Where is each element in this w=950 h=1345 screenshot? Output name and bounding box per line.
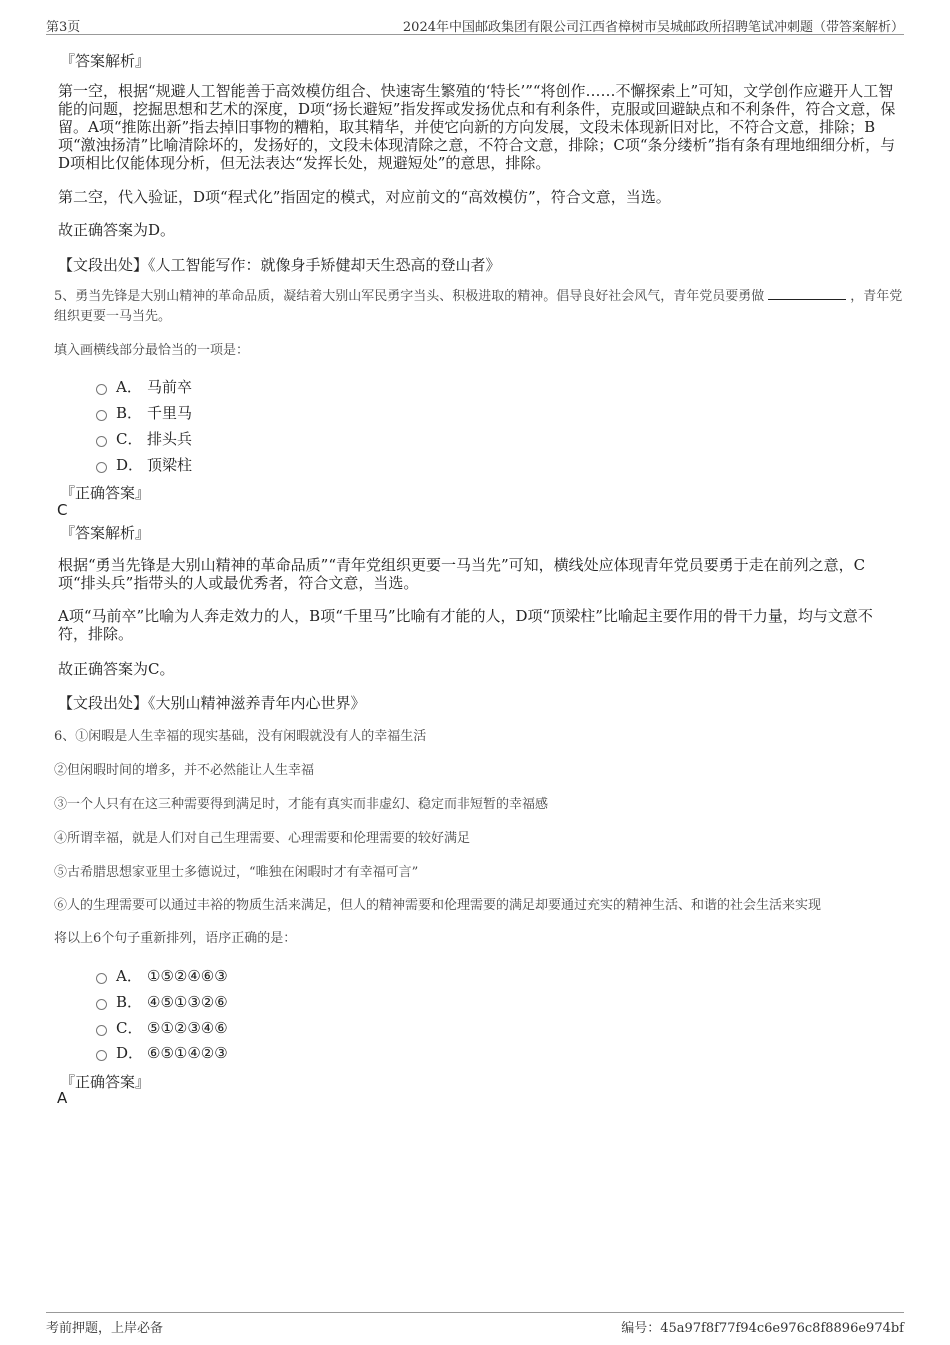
q4-analysis-p2: 第二空，代入验证，D项“程式化”指固定的模式，对应前文的“高效模仿”，符合文意，当选。 (58, 188, 671, 206)
page-footer (46, 1312, 904, 1337)
q5-option-b[interactable] (96, 402, 192, 423)
q5-blank (768, 287, 846, 300)
q4-analysis-label: 『答案解析』 (60, 52, 151, 70)
option-text: ①⑤②④⑥③ (147, 966, 228, 985)
option-text: ④⑤①③②⑥ (147, 992, 228, 1011)
q6-sentence-4: ④所谓幸福，就是人们对自己生理需要、心理需要和伦理需要的较好满足 (54, 831, 471, 846)
option-text: 千里马 (147, 404, 193, 422)
option-letter: C． (116, 430, 143, 448)
q5-prompt: 填入画横线部分最恰当的一项是： (54, 343, 250, 358)
q6-option-a[interactable] (96, 965, 228, 986)
q5-stem-before: 5、勇当先锋是大别山精神的革命品质，凝结着大别山军民勇字当头、积极进取的精神。倡导良好社会风气，青年党员要勇做 (54, 289, 765, 304)
q6-sentence-6: ⑥人的生理需要可以通过丰裕的物质生活来满足，但人的精神需要和伦理需要的满足却要通过充实的精神生活、和谐的社会生活来实现 (54, 898, 822, 913)
q5-stem (54, 287, 904, 327)
q5-analysis-p1: 根据“勇当先锋是大别山精神的革命品质”“青年党组织更要一马当先”可知，横线处应体现青年党员要勇于走在前列之意，C项“排头兵”指带头的人或最优秀者，符合文意，当选。 (58, 556, 866, 592)
radio-icon[interactable] (96, 462, 107, 473)
option-letter: D． (116, 456, 144, 474)
q6-option-b[interactable] (96, 991, 228, 1012)
q6-sentence-3: ③一个人只有在这三种需要得到满足时，才能有真实而非虚幻、稳定而非短暂的幸福感 (54, 797, 549, 812)
q5-option-a[interactable] (96, 376, 192, 397)
q5-source: 【文段出处】《大别山精神滋养青年内心世界》 (58, 694, 366, 712)
radio-icon[interactable] (96, 436, 107, 447)
q6-sentence-5: ⑤古希腊思想家亚里士多德说过，“唯独在闲暇时才有幸福可言” (54, 865, 419, 880)
document-code: 编号：45a97f8f77f94c6e976c8f8896e974bf (621, 1321, 904, 1336)
option-letter: C． (116, 1019, 143, 1037)
q5-analysis-p2: A项“马前卒”比喻为人奔走效力的人，B项“千里马”比喻有才能的人，D项“顶梁柱”比喻起主要作用的骨干力量，均与文意不符，排除。 (58, 607, 873, 643)
option-text: ⑤①②③④⑥ (147, 1018, 228, 1037)
q6-option-c[interactable] (96, 1017, 228, 1038)
option-letter: A． (116, 967, 142, 985)
option-letter: B． (116, 404, 143, 422)
q5-option-d[interactable] (96, 454, 192, 475)
q5-option-c[interactable] (96, 428, 192, 449)
option-letter: D． (116, 1044, 144, 1062)
document-title: 2024年中国邮政集团有限公司江西省樟树市吴城邮政所招聘笔试冲刺题（带答案解析） (402, 20, 904, 35)
q5-stem-after: ，青年党组织更要一马当先。 (54, 289, 903, 324)
radio-icon[interactable] (96, 1050, 107, 1061)
radio-icon[interactable] (96, 384, 107, 395)
q5-analysis-p3: 故正确答案为C。 (58, 660, 175, 678)
radio-icon[interactable] (96, 973, 107, 984)
q6-answer-label: 『正确答案』 (60, 1073, 151, 1091)
q6-sentence-1: 6、①闲暇是人生幸福的现实基础，没有闲暇就没有人的幸福生活 (54, 729, 427, 744)
q6-sentence-2: ②但闲暇时间的增多，并不必然能让人生幸福 (54, 763, 315, 778)
q6-prompt: 将以上6个句子重新排列，语序正确的是： (54, 931, 297, 946)
option-letter: B． (116, 993, 143, 1011)
q6-answer: A (57, 1089, 68, 1107)
option-text: 马前卒 (147, 378, 193, 396)
option-text: ⑥⑤①④②③ (147, 1043, 228, 1062)
page-number: 第3页 (46, 20, 81, 35)
page-header (46, 14, 904, 35)
q4-analysis-p3: 故正确答案为D。 (58, 221, 176, 239)
q4-analysis-p1: 第一空，根据“规避人工智能善于高效模仿组合、快速寄生繁殖的‘特长’”“将创作……不懈探索上”可知，文学创作应避开人工智能的问题，挖掘思想和艺术的深度，D项“扬长避短”指发挥或发扬优点和有利条件，克服或回避缺点和不利条件，符合文意，保留。A项“推陈出新”指去掉旧事物的糟粕，取其精华，并使它向新的方向发展，文段未体现新旧对比，不符合文意，排除；B项“激浊扬清”比喻清除坏的，发扬好的，文段未体现清除之意，不符合文意，排除；C项“条分缕析”指有条有理地细细分析，与D项相比仅能体现分析，但无法表达“发挥长处，规避短处”的意思，排除。 (58, 82, 896, 172)
radio-icon[interactable] (96, 1025, 107, 1036)
q5-answer-label: 『正确答案』 (60, 484, 151, 502)
q5-answer: C (57, 501, 68, 519)
radio-icon[interactable] (96, 410, 107, 421)
q4-source: 【文段出处】《人工智能写作：就像身手矫健却天生恐高的登山者》 (58, 256, 501, 274)
option-letter: A． (116, 378, 142, 396)
q5-analysis-label: 『答案解析』 (60, 524, 151, 542)
radio-icon[interactable] (96, 999, 107, 1010)
footer-slogan: 考前押题，上岸必备 (46, 1321, 164, 1336)
q6-option-d[interactable] (96, 1042, 228, 1063)
option-text: 顶梁柱 (147, 456, 193, 474)
option-text: 排头兵 (147, 430, 193, 448)
